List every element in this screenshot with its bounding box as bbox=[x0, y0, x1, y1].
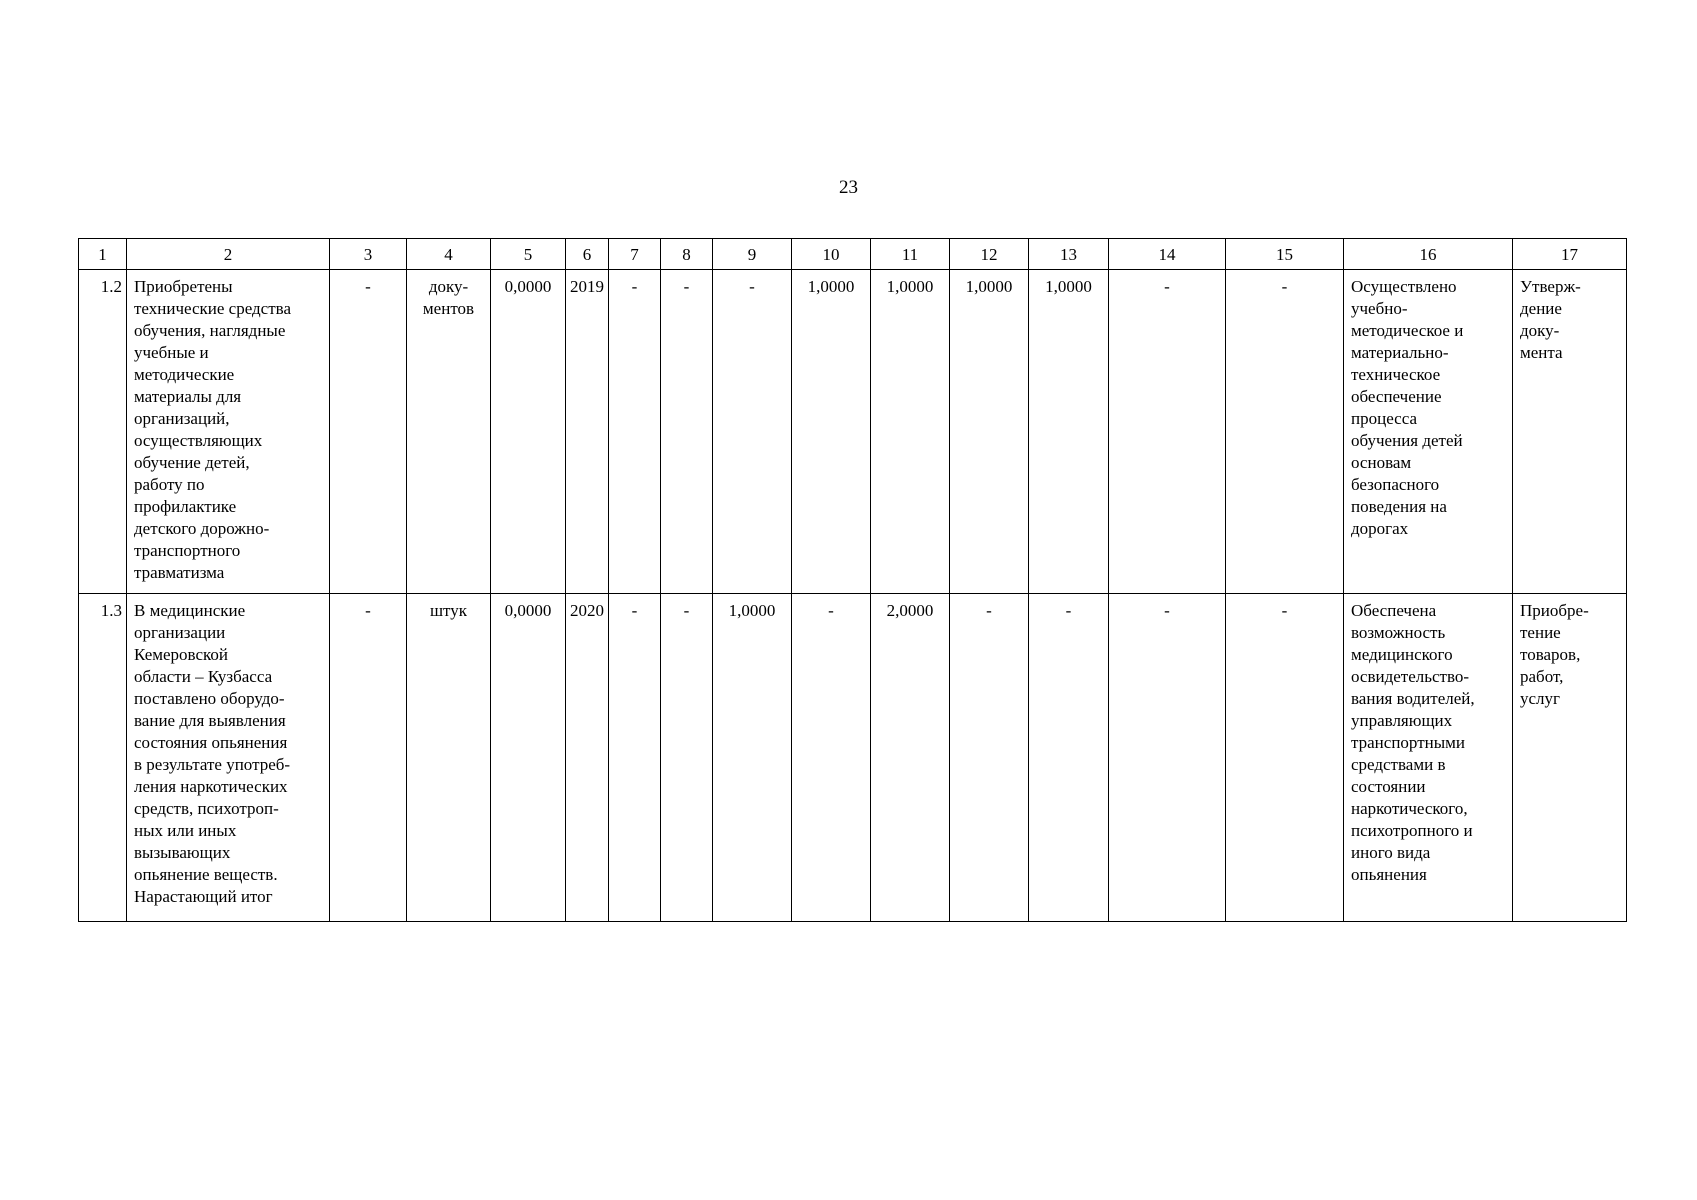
notes-cell: Приобре- тение товаров, работ, услуг bbox=[1513, 594, 1627, 922]
header-cell: 14 bbox=[1109, 239, 1226, 270]
table-cell: - bbox=[330, 594, 407, 922]
header-row bbox=[79, 239, 1627, 270]
header-cell: 2 bbox=[127, 239, 330, 270]
table-cell: - bbox=[609, 270, 661, 594]
table-cell: - bbox=[661, 270, 713, 594]
table-row bbox=[79, 270, 1627, 594]
header-cell: 10 bbox=[792, 239, 871, 270]
header-cell: 12 bbox=[950, 239, 1029, 270]
table-cell: 1,0000 bbox=[792, 270, 871, 594]
year-cell: 2019 bbox=[566, 270, 609, 594]
table-cell: - bbox=[1226, 270, 1344, 594]
table-cell: - bbox=[1109, 270, 1226, 594]
header-cell: 11 bbox=[871, 239, 950, 270]
table-cell: - bbox=[609, 594, 661, 922]
table-cell: - bbox=[950, 594, 1029, 922]
header-cell: 1 bbox=[79, 239, 127, 270]
table-cell: - bbox=[330, 270, 407, 594]
table-cell: 1,0000 bbox=[950, 270, 1029, 594]
header-cell: 17 bbox=[1513, 239, 1627, 270]
header-cell: 13 bbox=[1029, 239, 1109, 270]
header-cell: 7 bbox=[609, 239, 661, 270]
result-cell: Осуществлено учебно- методическое и материально- техническое обеспечение процесса обучения детей основам безопасного поведения на дорогах bbox=[1344, 270, 1513, 594]
table-cell: 0,0000 bbox=[491, 270, 566, 594]
table-cell: 1,0000 bbox=[871, 270, 950, 594]
header-cell: 4 bbox=[407, 239, 491, 270]
table-cell: 2,0000 bbox=[871, 594, 950, 922]
table-row bbox=[79, 594, 1627, 922]
table-cell: - bbox=[1226, 594, 1344, 922]
header-cell: 5 bbox=[491, 239, 566, 270]
table-cell: 1,0000 bbox=[713, 594, 792, 922]
page-number: 23 bbox=[839, 177, 858, 198]
measure-name: В медицинские организации Кемеровской области – Кузбасса поставлено оборудо- вание для выявления состояния опьянения в результате употреб- ления наркотических средств, психотроп- ных или иных вызывающих опьянение веществ. Нарастающий итог bbox=[127, 594, 330, 922]
notes-cell: Утверж- дение доку- мента bbox=[1513, 270, 1627, 594]
header-cell: 6 bbox=[566, 239, 609, 270]
unit-cell: штук bbox=[407, 594, 491, 922]
year-cell: 2020 bbox=[566, 594, 609, 922]
table-cell: - bbox=[661, 594, 713, 922]
header-cell: 16 bbox=[1344, 239, 1513, 270]
table-cell: - bbox=[1109, 594, 1226, 922]
result-cell: Обеспечена возможность медицинского освидетельство- вания водителей, управляющих транспортными средствами в состоянии наркотического, психотропного и иного вида опьянения bbox=[1344, 594, 1513, 922]
measure-name: Приобретены технические средства обучения, наглядные учебные и методические материалы для организаций, осуществляющих обучение детей, работу по профилактике детского дорожно- транспортного травматизма bbox=[127, 270, 330, 594]
header-cell: 9 bbox=[713, 239, 792, 270]
measures-table bbox=[78, 238, 1627, 922]
table-cell: - bbox=[792, 594, 871, 922]
header-cell: 8 bbox=[661, 239, 713, 270]
header-cell: 15 bbox=[1226, 239, 1344, 270]
row-number: 1.3 bbox=[79, 594, 127, 922]
table-cell: - bbox=[713, 270, 792, 594]
unit-cell: доку- ментов bbox=[407, 270, 491, 594]
header-cell: 3 bbox=[330, 239, 407, 270]
table-cell: 0,0000 bbox=[491, 594, 566, 922]
table-cell: - bbox=[1029, 594, 1109, 922]
table-cell: 1,0000 bbox=[1029, 270, 1109, 594]
row-number: 1.2 bbox=[79, 270, 127, 594]
